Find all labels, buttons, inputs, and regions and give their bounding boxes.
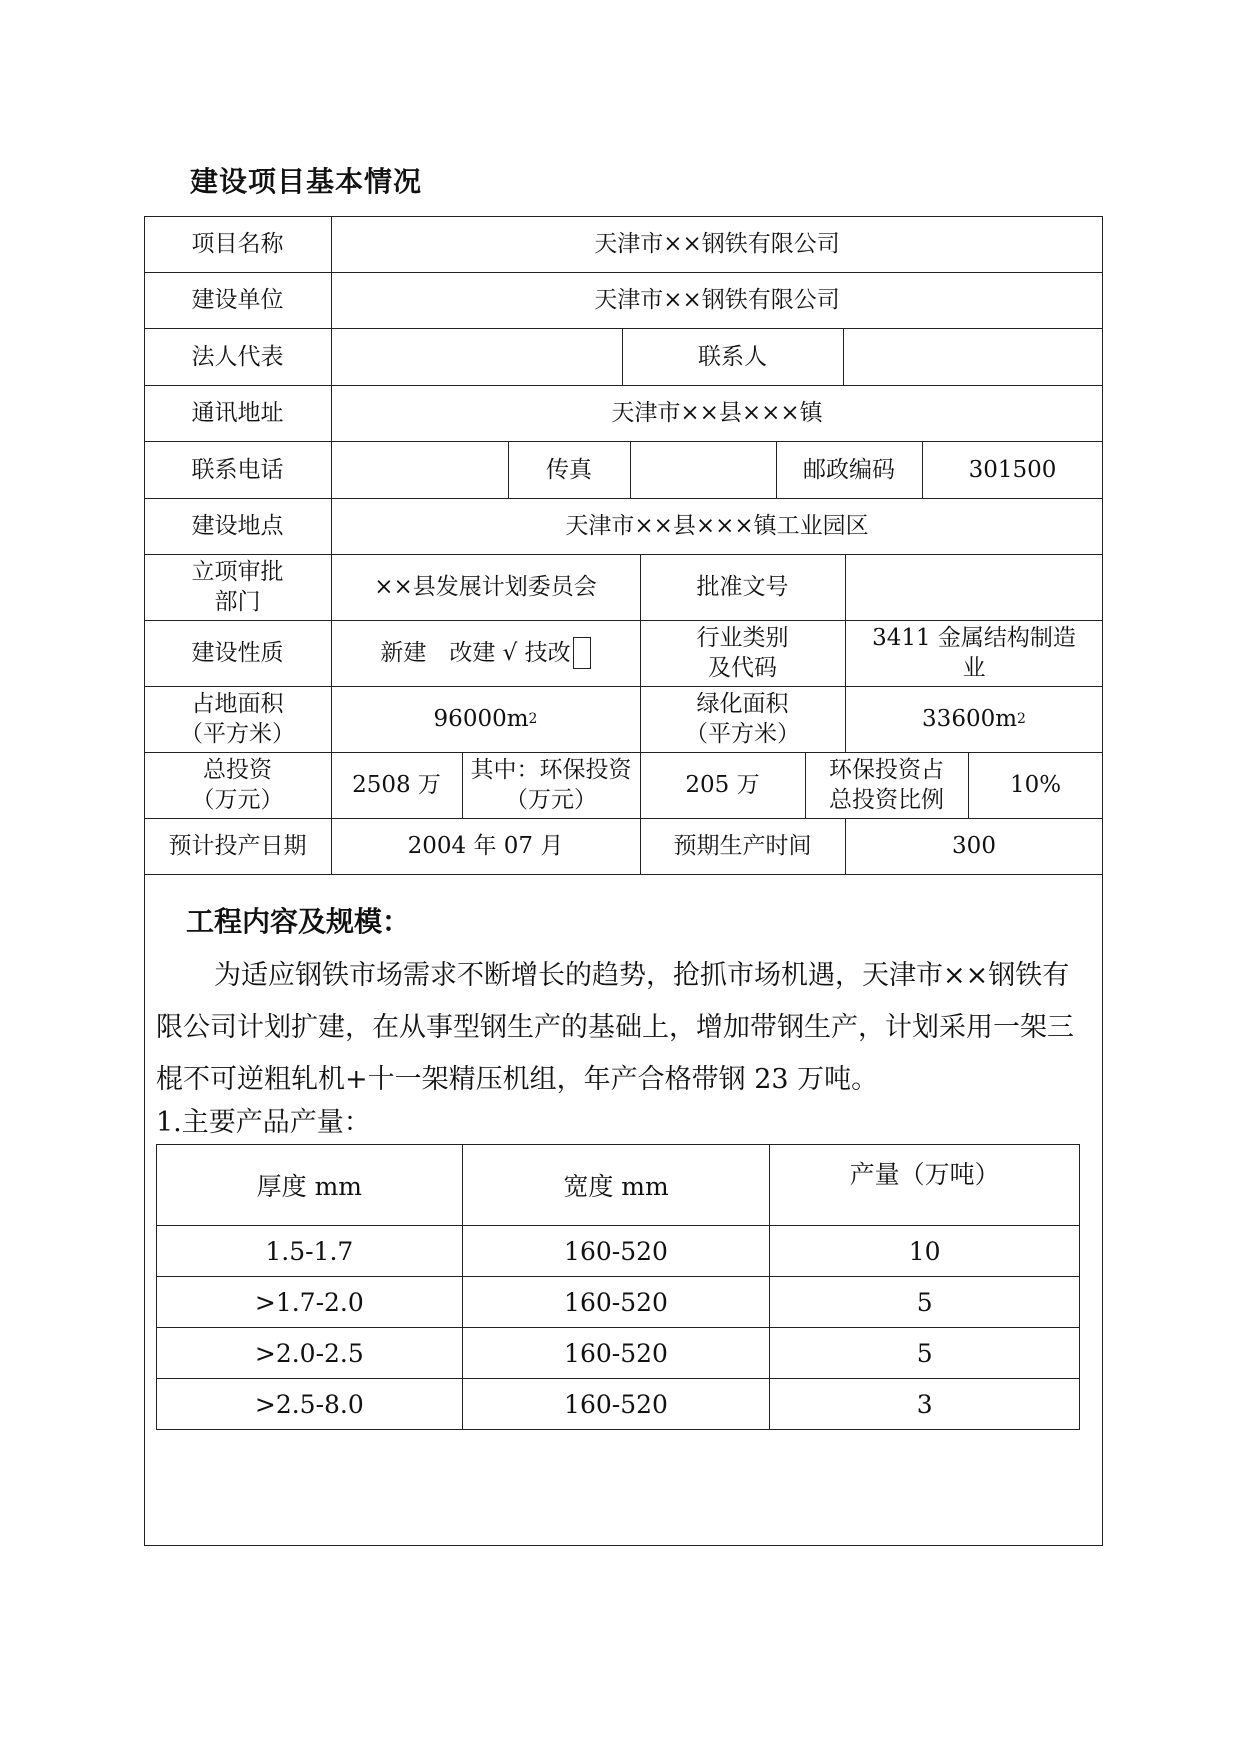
area-unit-superscript: 2 xyxy=(528,711,538,727)
total-invest-value: 2508 万 xyxy=(352,772,441,798)
fax-value xyxy=(630,441,776,498)
land-area-value: 96000m xyxy=(433,706,529,732)
table-cell: 5 xyxy=(770,1328,1080,1379)
land-area-cell xyxy=(331,686,640,752)
project-name-value: 天津市××钢铁有限公司 xyxy=(594,231,840,257)
table-row xyxy=(157,1379,1080,1430)
table-header-row xyxy=(157,1145,1080,1226)
table-header-cell: 厚度 mm xyxy=(157,1145,463,1226)
table-header-cell: 宽度 mm xyxy=(462,1145,770,1226)
approval-dept-value: ××县发展计划委员会 xyxy=(374,574,597,600)
address-value: 天津市××县×××镇 xyxy=(611,400,823,426)
table-cell: 160-520 xyxy=(462,1328,770,1379)
table-cell: 160-520 xyxy=(462,1277,770,1328)
page-title: 建设项目基本情况 xyxy=(190,165,423,198)
industry-value: 3411 金属结构制造 业 xyxy=(872,625,1076,681)
phone-value xyxy=(331,441,508,498)
start-date-value: 2004 年 07 月 xyxy=(407,833,564,859)
contact-value xyxy=(843,328,1103,385)
contact-label: 联系人 xyxy=(698,343,767,370)
start-date-label: 预计投产日期 xyxy=(168,833,307,859)
table-cell: >2.0-2.5 xyxy=(157,1328,463,1379)
checkbox-icon xyxy=(573,637,591,669)
table-header-cell: 产量（万吨） xyxy=(770,1145,1080,1226)
project-description: 为适应钢铁市场需求不断增长的趋势，抢抓市场机遇，天津市××钢铁有限公司计划扩建，在从事型钢生产的基础上，增加带钢生产，计划采用一架三棍不可逆粗轧机+十一架精压机组，年产合格带钢 23 万吨。 xyxy=(156,960,1074,1095)
fax-label: 传真 xyxy=(546,456,592,483)
env-invest-value: 205 万 xyxy=(685,772,760,798)
green-area-label: 绿化面积 （平方米） xyxy=(685,691,800,747)
postcode-label: 邮政编码 xyxy=(803,456,895,483)
total-invest-label: 总投资 （万元） xyxy=(191,757,284,813)
table-cell: 160-520 xyxy=(462,1379,770,1430)
table-cell: 160-520 xyxy=(462,1226,770,1277)
table-row xyxy=(157,1277,1080,1328)
legal-rep-label: 法人代表 xyxy=(191,343,284,370)
project-name-label: 项目名称 xyxy=(191,231,284,257)
phone-label: 联系电话 xyxy=(191,456,284,483)
table-cell: 5 xyxy=(770,1277,1080,1328)
table-cell: >2.5-8.0 xyxy=(157,1379,463,1430)
address-label: 通讯地址 xyxy=(191,400,284,426)
site-value: 天津市××县×××镇工业园区 xyxy=(565,513,869,539)
env-invest-label: 其中：环保投资 （万元） xyxy=(470,757,632,813)
section-heading: 工程内容及规模： xyxy=(186,905,411,938)
table-cell: 1.5-1.7 xyxy=(157,1226,463,1277)
products-table xyxy=(156,1144,1080,1430)
legal-rep-value xyxy=(331,328,622,385)
table-cell: 3 xyxy=(770,1379,1080,1430)
table-row xyxy=(157,1226,1080,1277)
approval-dept-label: 立项审批 部门 xyxy=(191,559,284,615)
env-ratio-value: 10% xyxy=(1009,772,1062,798)
nature-value: 新建 改建 √ 技改 xyxy=(380,640,571,666)
postcode-value: 301500 xyxy=(968,456,1057,483)
green-area-cell xyxy=(845,686,1103,752)
builder-value: 天津市××钢铁有限公司 xyxy=(594,287,840,313)
table-cell: >1.7-2.0 xyxy=(157,1277,463,1328)
table-cell: 10 xyxy=(770,1226,1080,1277)
nature-label: 建设性质 xyxy=(191,640,284,666)
land-area-label: 占地面积 （平方米） xyxy=(180,691,295,747)
nature-value-cell xyxy=(331,620,640,686)
industry-label: 行业类别 及代码 xyxy=(696,625,789,681)
products-subheading: 1.主要产品产量： xyxy=(156,1107,371,1138)
approval-doc-label: 批准文号 xyxy=(696,574,789,600)
env-ratio-label: 环保投资占 总投资比例 xyxy=(829,757,944,813)
row-divider xyxy=(144,874,1103,875)
site-label: 建设地点 xyxy=(191,513,284,539)
area-unit-superscript: 2 xyxy=(1017,711,1026,727)
table-row xyxy=(157,1328,1080,1379)
prod-time-value: 300 xyxy=(952,833,996,859)
builder-label: 建设单位 xyxy=(191,287,284,313)
approval-doc-value xyxy=(845,554,1103,620)
prod-time-label: 预期生产时间 xyxy=(673,833,812,859)
green-area-value: 33600m xyxy=(922,706,1018,732)
